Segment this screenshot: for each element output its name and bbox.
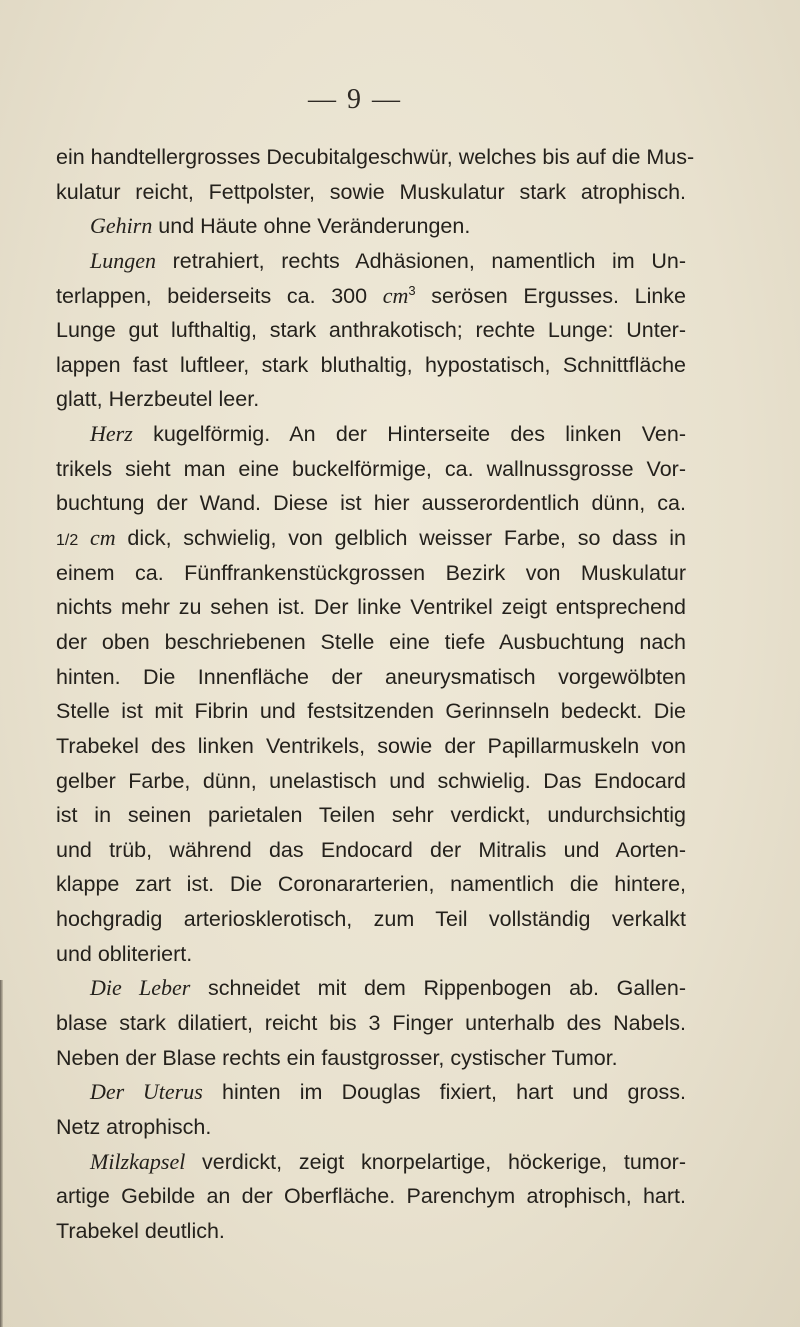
- paragraph-start-gehirn: Gehirn und Häute ohne Veränderungen.: [90, 213, 471, 239]
- text-line: terlappen, beiderseits ca. 300 $cm^3$ serösen Ergusses. Linke: [56, 282, 687, 308]
- text-line: nichts mehr zu sehen ist. Der linke Ventrikel zeigt entsprechend: [56, 595, 686, 620]
- body-text: [56, 140, 695, 1249]
- text-line: und trüb, während das Endocard der Mitralis und Aorten-: [56, 837, 686, 862]
- paragraph-start-uterus: Der Uterus hinten im Douglas fixiert, hart und gross.: [90, 1079, 686, 1105]
- text-line: artige Gebilde an der Oberfläche. Parenchym atrophisch, hart.: [56, 1184, 686, 1209]
- text-line: Stelle ist mit Fibrin und festsitzenden Gerinnseln bedeckt. Die: [56, 699, 686, 724]
- text-line: einem ca. Fünffrankenstückgrossen Bezirk von Muskulatur: [56, 560, 686, 585]
- text-line: hinten. Die Innenfläche der aneurysmatisch vorgewölbten: [56, 664, 686, 689]
- text-line: hochgradig arteriosklerotisch, zum Teil vollständig verkalkt: [56, 907, 686, 932]
- section-keyword: Der Uterus: [90, 1079, 203, 1105]
- text-line: glatt, Herzbeutel leer.: [56, 387, 260, 412]
- text-line: ein handtellergrosses Decubitalgeschwür, welches bis auf die Mus-: [56, 145, 695, 169]
- page-number: — 9 —: [308, 84, 402, 115]
- page-edge-shadow: [0, 980, 3, 1327]
- text-line: 1/2 cm dick, schwielig, von gelblich weisser Farbe, so dass in: [56, 525, 686, 551]
- text-line: Trabekel deutlich.: [56, 1218, 225, 1243]
- paragraph-start-herz: Herz kugelförmig. An der Hinterseite des linken Ven-: [90, 421, 686, 447]
- text-line: buchtung der Wand. Diese ist hier ausserordentlich dünn, ca.: [56, 491, 686, 516]
- text-line: trikels sieht man eine buckelförmige, ca. wallnussgrosse Vor-: [56, 456, 686, 481]
- text-line: Neben der Blase rechts ein faustgrosser, cystischer Tumor.: [56, 1045, 618, 1070]
- text-line: blase stark dilatiert, reicht bis 3 Finger unterhalb des Nabels.: [56, 1011, 686, 1036]
- text-line: lappen fast luftleer, stark bluthaltig, hypostatisch, Schnittfläche: [56, 352, 686, 377]
- text-line: klappe zart ist. Die Coronararterien, namentlich die hintere,: [56, 872, 686, 897]
- section-keyword: Die Leber: [90, 975, 191, 1001]
- paragraph-start-milzkapsel: Milzkapsel verdickt, zeigt knorpelartige, höckerige, tumor-: [90, 1148, 686, 1174]
- section-keyword: Gehirn: [90, 213, 153, 239]
- text-line: gelber Farbe, dünn, unelastisch und schwielig. Das Endocard: [56, 768, 686, 793]
- text-line: Trabekel des linken Ventrikels, sowie der Papillarmuskeln von: [56, 733, 686, 758]
- text-line: Lunge gut lufthaltig, stark anthrakotisch; rechte Lunge: Unter-: [56, 318, 686, 343]
- text-line: Netz atrophisch.: [56, 1114, 212, 1139]
- text-line: kulatur reicht, Fettpolster, sowie Muskulatur stark atrophisch.: [56, 179, 686, 204]
- text-line: der oben beschriebenen Stelle eine tiefe Ausbuchtung nach: [56, 629, 686, 654]
- paragraph-start-leber: Die Leber schneidet mit dem Rippenbogen ab. Gallen-: [90, 975, 686, 1001]
- text-line: ist in seinen parietalen Teilen sehr verdickt, undurchsichtig: [56, 803, 686, 828]
- section-keyword: Milzkapsel: [90, 1148, 186, 1174]
- section-keyword: Lungen: [90, 247, 156, 273]
- section-keyword: Herz: [90, 421, 133, 447]
- paragraph-start-lungen: Lungen retrahiert, rechts Adhäsionen, namentlich im Un-: [90, 247, 686, 273]
- text-line: und obliteriert.: [56, 941, 193, 966]
